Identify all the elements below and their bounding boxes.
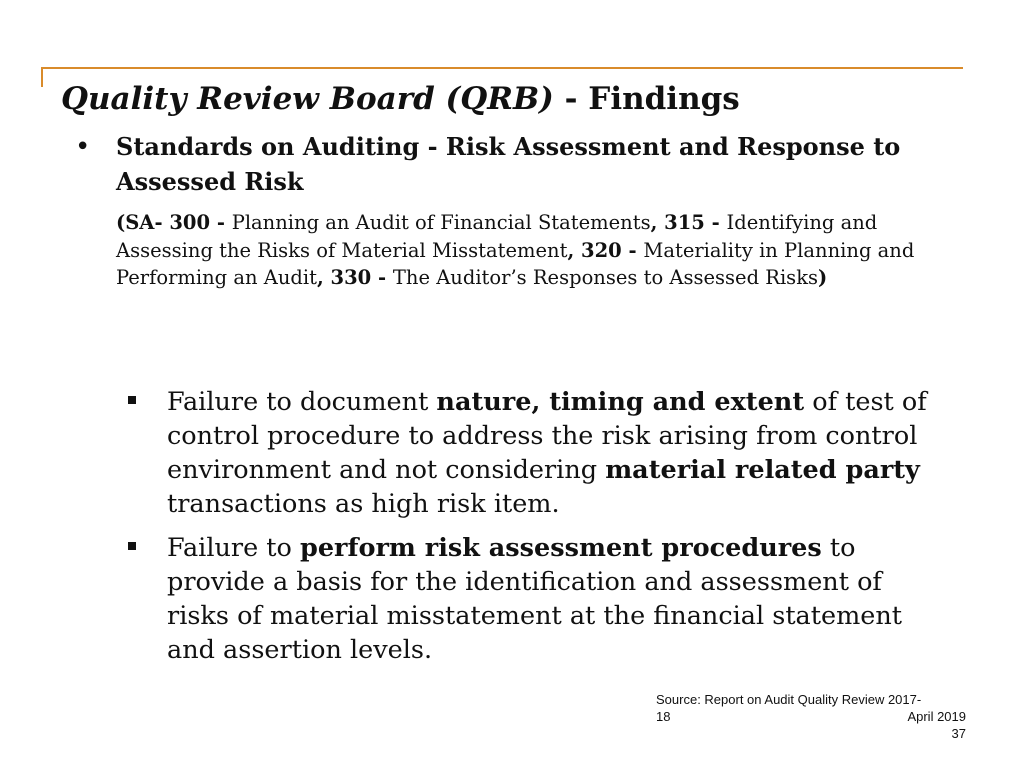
finding-text: transactions as high risk item. (167, 489, 560, 519)
finding-text: Failure to (167, 533, 300, 563)
ref-sep-330: , 330 - (316, 266, 393, 289)
slide-title-rest: - Findings (553, 81, 740, 117)
slide-title-italic: Quality Review Board (QRB) (61, 81, 554, 117)
findings-list (126, 385, 946, 677)
title-accent-tick (41, 67, 43, 87)
page-number: 37 (951, 726, 966, 741)
ref-sa330-title: The Auditor’s Responses to Assessed Risks (392, 266, 819, 289)
standards-reference (116, 209, 946, 292)
finding-emphasis: material related party (605, 455, 920, 485)
footer-date: April 2019 (907, 709, 966, 724)
finding-emphasis: nature, timing and extent (436, 387, 805, 417)
finding-item (126, 385, 946, 521)
ref-close: ) (818, 266, 828, 289)
square-bullet-icon (128, 542, 136, 550)
finding-text: to provide a basis for the identification and assessment of risks of material misstatement at the financial statement and assertion levels. (167, 533, 903, 665)
slide-title (61, 80, 740, 118)
ref-sa315-title: Identifying and Assessing the Risks of Material Misstatement (116, 211, 878, 262)
source-line-continued: 18 (656, 709, 671, 724)
title-accent-line (41, 67, 963, 69)
ref-sa320-title: Materiality in Planning and Performing an Audit (116, 238, 915, 289)
ref-sa300-title: Planning an Audit of Financial Statements (231, 211, 651, 234)
ref-open: (SA- 300 - (116, 211, 232, 234)
ref-sep-320: , 320 - (567, 238, 644, 262)
finding-text: Failure to document (167, 387, 437, 417)
section-bullet: • (75, 132, 91, 162)
finding-text: of test of control procedure to address the risk arising from control environment and not considering (167, 387, 927, 485)
source-line: Source: Report on Audit Quality Review 2017- (656, 692, 922, 707)
ref-sep-315: , 315 - (650, 211, 727, 234)
finding-item (126, 531, 946, 667)
finding-emphasis: perform risk assessment procedures (300, 533, 822, 563)
source-footer (656, 691, 966, 742)
square-bullet-icon (128, 396, 136, 404)
section-heading: Standards on Auditing - Risk Assessment and Response to Assessed Risk (116, 132, 901, 196)
